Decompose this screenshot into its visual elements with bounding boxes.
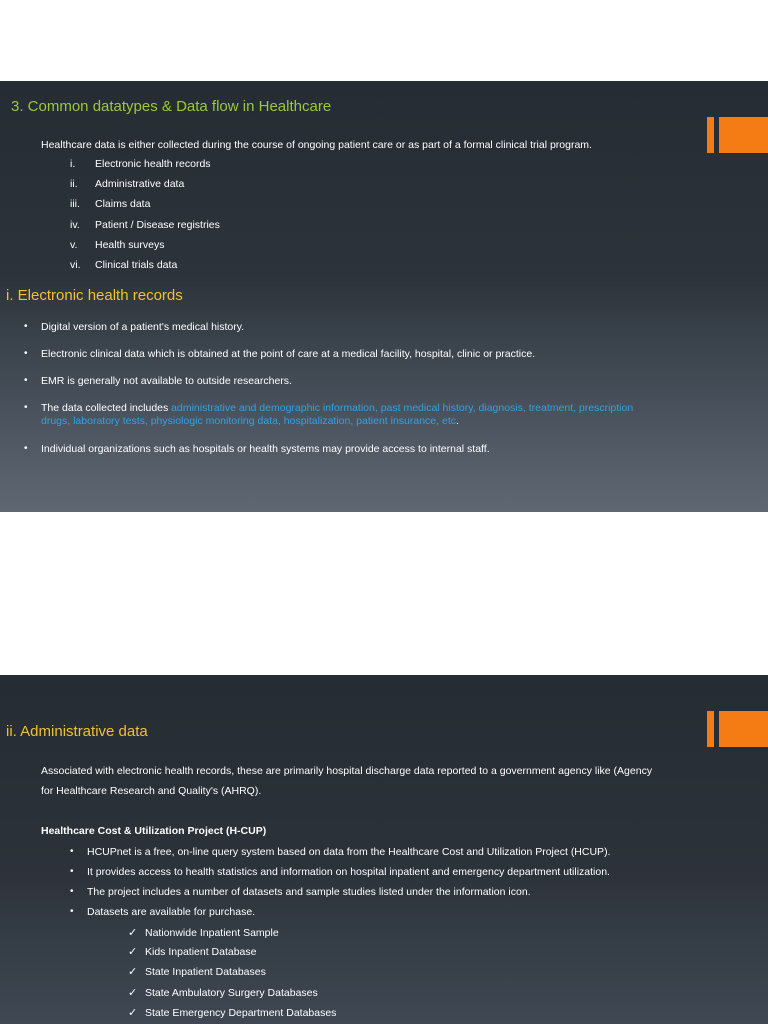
check-icon: ✓ bbox=[128, 1007, 138, 1019]
check-icon: ✓ bbox=[128, 966, 138, 978]
bullet-suffix: . bbox=[455, 415, 459, 427]
dataset-item: Nationwide Inpatient Sample bbox=[145, 927, 279, 939]
bullet-dot: • bbox=[24, 375, 28, 386]
slide-1-intro: Healthcare data is either collected during the course of ongoing patient care or as part of a formal clinical trial program. bbox=[41, 139, 592, 151]
accent-bar-wide bbox=[719, 117, 768, 153]
list-item-number: vi. bbox=[70, 259, 81, 271]
bullet-dot: • bbox=[24, 443, 28, 454]
section-title-ehr: i. Electronic health records bbox=[6, 287, 183, 304]
list-item: Health surveys bbox=[95, 239, 165, 251]
accent-bar-wide bbox=[719, 711, 768, 747]
list-item: Electronic health records bbox=[95, 158, 211, 170]
bullet-item: Individual organizations such as hospitals or health systems may provide access to internal staff. bbox=[41, 443, 490, 455]
list-item-number: i. bbox=[70, 158, 76, 170]
bullet-item: EMR is generally not available to outside researchers. bbox=[41, 375, 292, 387]
list-item: Patient / Disease registries bbox=[95, 219, 220, 231]
slide-1 bbox=[0, 81, 768, 512]
accent-bar-thin bbox=[707, 711, 714, 747]
check-icon: ✓ bbox=[128, 946, 138, 958]
list-item-number: iv. bbox=[70, 219, 80, 231]
list-item: Administrative data bbox=[95, 178, 185, 190]
bullet-item: Electronic clinical data which is obtained at the point of care at a medical facility, hospital, clinic or practice. bbox=[41, 348, 536, 360]
slide-2-intro-line-1: Associated with electronic health records, these are primarily hospital discharge data reported to a government agency like (Agency bbox=[41, 765, 653, 777]
slide-1-title: 3. Common datatypes & Data flow in Healthcare bbox=[11, 98, 332, 115]
check-icon: ✓ bbox=[128, 987, 138, 999]
slide-2 bbox=[0, 675, 768, 1024]
bullet-item: Digital version of a patient's medical history. bbox=[41, 321, 245, 333]
list-item-number: v. bbox=[70, 239, 78, 251]
bullet-prefix: The data collected includes bbox=[41, 402, 172, 414]
dataset-item: Kids Inpatient Database bbox=[145, 946, 257, 958]
hcup-bullet: Datasets are available for purchase. bbox=[87, 906, 256, 918]
list-item-number: iii. bbox=[70, 198, 80, 210]
bullet-dot: • bbox=[24, 348, 28, 359]
dataset-item: State Inpatient Databases bbox=[145, 966, 266, 978]
slide-2-intro-line-2: for Healthcare Research and Quality's (AHRQ). bbox=[41, 785, 262, 797]
check-icon: ✓ bbox=[128, 927, 138, 939]
bullet-dot: • bbox=[24, 402, 28, 413]
dataset-item: State Ambulatory Surgery Databases bbox=[145, 987, 318, 999]
data-collected-link-text-cont: drugs, laboratory tests, physiologic monitoring data, hospitalization, patient insurance, etc bbox=[41, 415, 456, 427]
dataset-item: State Emergency Department Databases bbox=[145, 1007, 337, 1019]
bullet-dot: • bbox=[70, 906, 74, 917]
bullet-item-data-collected bbox=[41, 402, 633, 414]
hcup-bullet: The project includes a number of datasets and sample studies listed under the information icon. bbox=[87, 886, 531, 898]
bullet-dot: • bbox=[70, 886, 74, 897]
bullet-item-data-collected-cont bbox=[41, 415, 459, 427]
hcup-bullet: It provides access to health statistics and information on hospital inpatient and emergency department utilization. bbox=[87, 866, 610, 878]
bullet-dot: • bbox=[70, 846, 74, 857]
bullet-dot: • bbox=[24, 321, 28, 332]
data-collected-link-text: administrative and demographic information, past medical history, diagnosis, treatment, prescription bbox=[171, 402, 634, 414]
slide-2-title: ii. Administrative data bbox=[6, 723, 148, 740]
hcup-subheading: Healthcare Cost & Utilization Project (H-CUP) bbox=[41, 825, 267, 837]
list-item: Claims data bbox=[95, 198, 151, 210]
accent-bar-thin bbox=[707, 117, 714, 153]
list-item-number: ii. bbox=[70, 178, 78, 190]
bullet-dot: • bbox=[70, 866, 74, 877]
hcup-bullet: HCUPnet is a free, on-line query system based on data from the Healthcare Cost and Utilization Project (HCUP). bbox=[87, 846, 611, 858]
list-item: Clinical trials data bbox=[95, 259, 178, 271]
